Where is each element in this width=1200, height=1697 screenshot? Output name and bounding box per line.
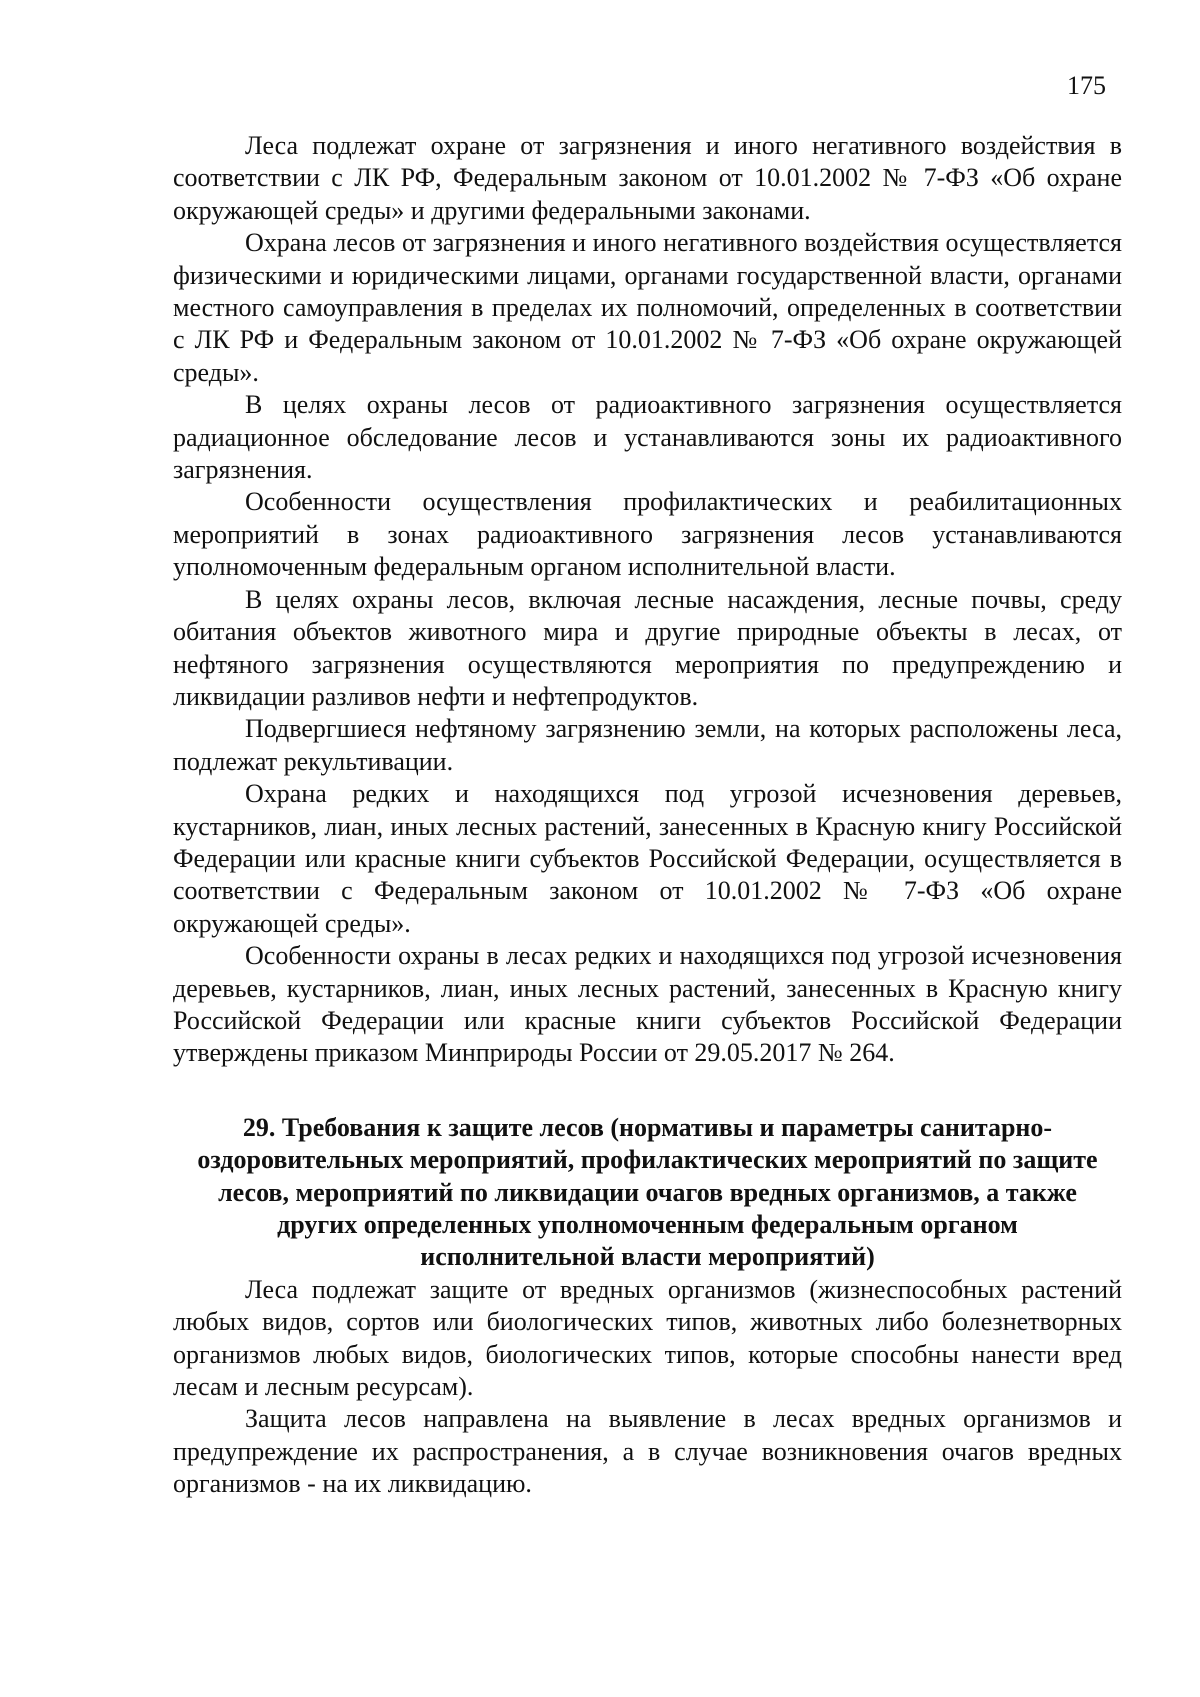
section-heading-29: 29. Требования к защите лесов (нормативы и параметры санитарно-оздоровительных мероприятий, профилактических мероприятий по защите лесов, мероприятий по ликвидации очагов вредных организмов, а также других определенных уполномоченным федеральным органом исполнительной власти мероприятий) xyxy=(197,1112,1098,1272)
paragraph-forest-protection-aim: Защита лесов направлена на выявление в лесах вредных организмов и предупреждение их распространения, а в случае возникновения очагов вредных организмов - на их ликвидацию. xyxy=(173,1404,1122,1499)
paragraph-radiation-survey: В целях охраны лесов от радиоактивного загрязнения осуществляется радиационное обследование лесов и устанавливаются зоны их радиоактивного загрязнения. xyxy=(173,390,1122,485)
page-body xyxy=(173,130,1122,1501)
paragraph-protection-actors: Охрана лесов от загрязнения и иного негативного воздействия осуществляется физическими и юридическими лицами, органами государственной власти, органами местного самоуправления в пределах их полномочий, определенных в соответствии с ЛК РФ и Федеральным законом от 10.01.2002 № 7-ФЗ «Об охране окружающей среды». xyxy=(173,228,1122,387)
paragraph-land-recultivation: Подвергшиеся нефтяному загрязнению земли, на которых расположены леса, подлежат рекультивации. xyxy=(173,714,1122,776)
paragraph-oil-pollution: В целях охраны лесов, включая лесные насаждения, лесные почвы, среду обитания объектов животного мира и другие природные объекты в лесах, от нефтяного загрязнения осуществляются мероприятия по предупреждению и ликвидации разливов нефти и нефтепродуктов. xyxy=(173,584,1122,711)
page-number: 175 xyxy=(1067,71,1106,100)
paragraph-radiation-zones-measures: Особенности осуществления профилактических и реабилитационных мероприятий в зонах радиоактивного загрязнения лесов устанавливаются уполномоченным федеральным органом исполнительной власти. xyxy=(173,487,1122,582)
paragraph-pollution-protection: Леса подлежат охране от загрязнения и иного негативного воздействия в соответствии с ЛК РФ, Федеральным законом от 10.01.2002 № 7-ФЗ «Об охране окружающей среды» и другими федеральными законами. xyxy=(173,131,1122,225)
paragraph-rare-plants-order: Особенности охраны в лесах редких и находящихся под угрозой исчезновения деревьев, кустарников, лиан, иных лесных растений, занесенных в Красную книгу Российской Федерации или красные книги субъектов Российской Федерации утверждены приказом Минприроды России от 29.05.2017 № 264. xyxy=(173,941,1122,1068)
paragraph-rare-plants-protection: Охрана редких и находящихся под угрозой исчезновения деревьев, кустарников, лиан, иных лесных растений, занесенных в Красную книгу Российской Федерации или красные книги субъектов Российской Федерации, осуществляется в соответствии с Федеральным законом от 10.01.2002 № 7-ФЗ «Об охране окружающей среды». xyxy=(173,779,1122,938)
paragraph-harmful-organisms: Леса подлежат защите от вредных организмов (жизнеспособных растений любых видов, сортов или биологических типов, животных либо болезнетворных организмов любых видов, биологических типов, которые способны нанести вред лесам и лесным ресурсам). xyxy=(173,1274,1122,1402)
